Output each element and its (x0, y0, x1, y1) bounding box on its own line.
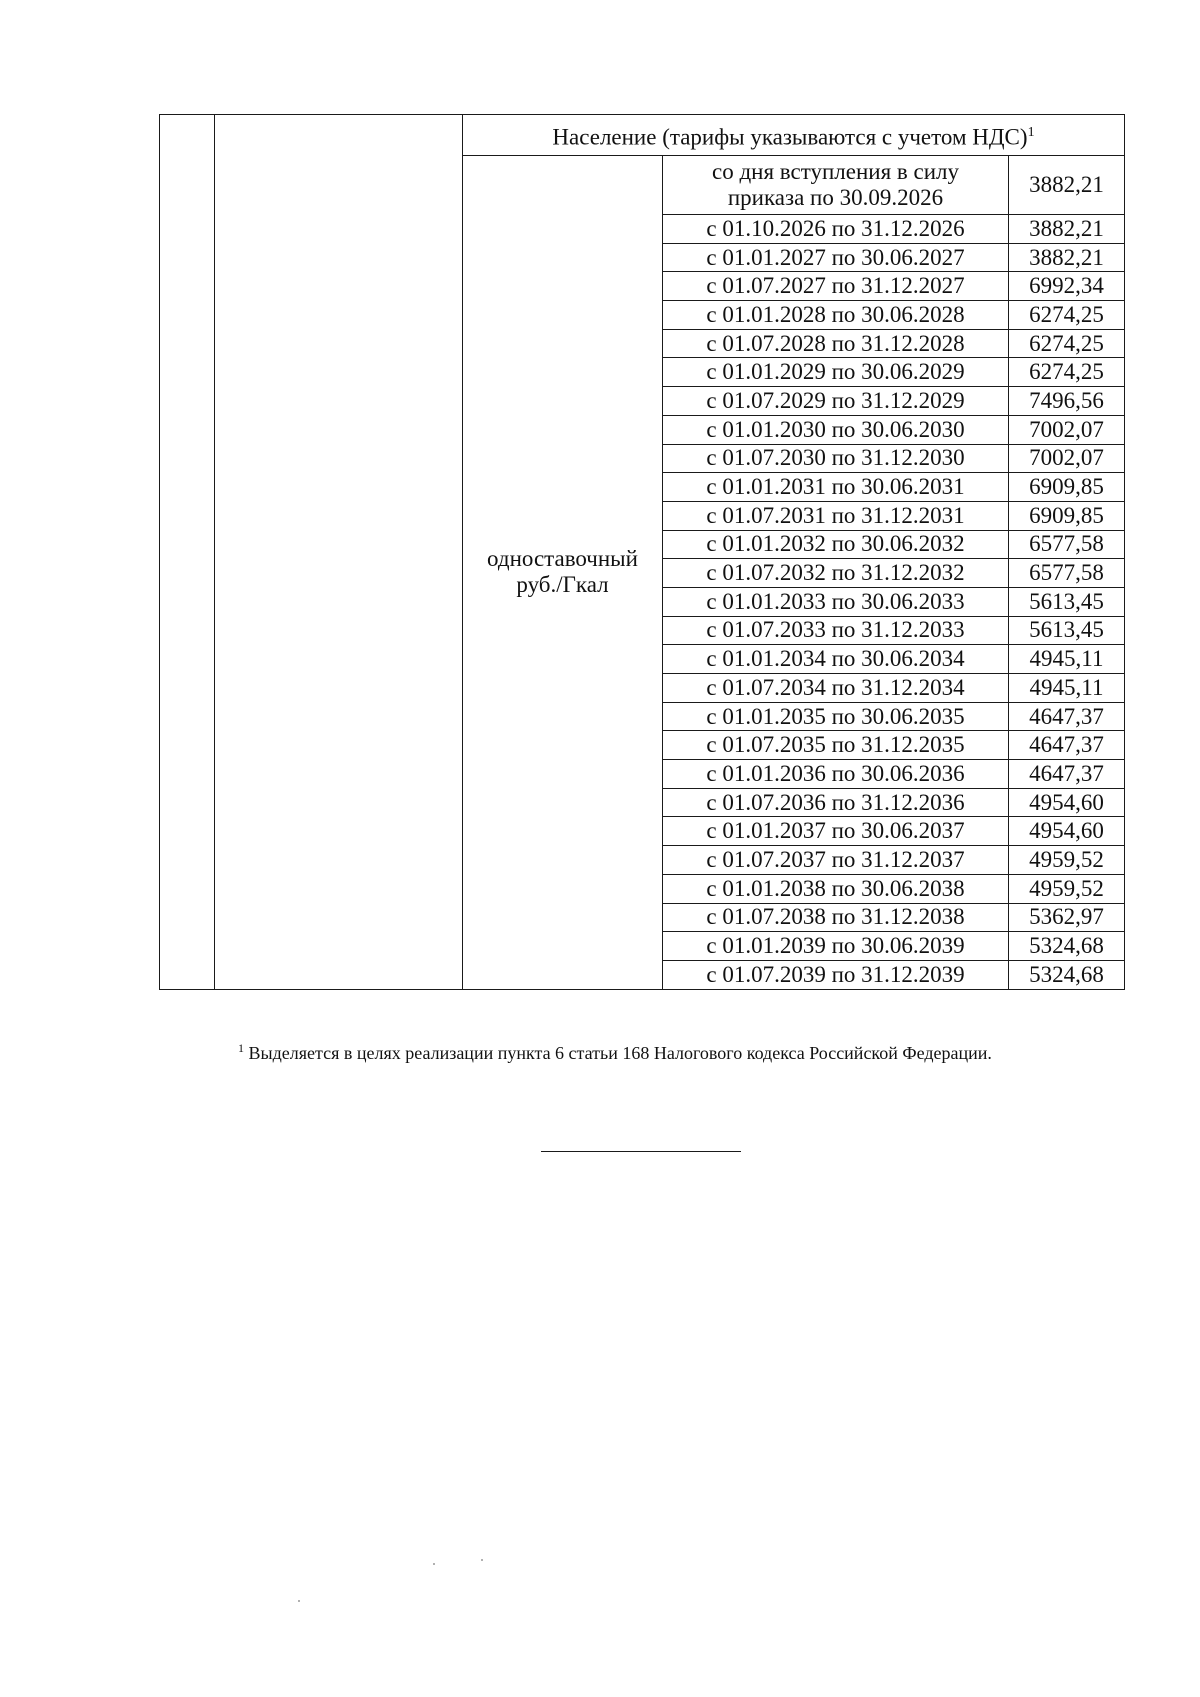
header-row (160, 115, 1125, 156)
tariff-value-cell: 4959,52 (1009, 874, 1125, 903)
rate-type-label: одноставочный (487, 546, 638, 572)
period-cell: с 01.01.2036 по 30.06.2036 (663, 760, 1009, 789)
tariff-value-cell: 4945,11 (1009, 674, 1125, 703)
end-of-document-rule (541, 1151, 741, 1152)
tariff-value-cell: 6274,25 (1009, 358, 1125, 387)
tariff-value-cell: 6274,25 (1009, 301, 1125, 330)
tariff-value-cell: 6909,85 (1009, 473, 1125, 502)
period-cell: с 01.07.2036 по 31.12.2036 (663, 788, 1009, 817)
footnote-text: Выделяется в целях реализации пункта 6 статьи 168 Налогового кодекса Российской Федерации. (248, 1043, 992, 1063)
empty-column-1 (160, 115, 215, 990)
tariff-value-cell: 6992,34 (1009, 272, 1125, 301)
period-cell: с 01.07.2029 по 31.12.2029 (663, 387, 1009, 416)
period-cell: с 01.01.2030 по 30.06.2030 (663, 415, 1009, 444)
tariff-value-cell: 3882,21 (1009, 156, 1125, 215)
period-cell: с 01.07.2031 по 31.12.2031 (663, 501, 1009, 530)
period-cell: с 01.01.2029 по 30.06.2029 (663, 358, 1009, 387)
period-cell: с 01.01.2038 по 30.06.2038 (663, 874, 1009, 903)
consumer-group-header (463, 115, 1125, 156)
footnote (238, 1041, 1138, 1064)
period-cell: с 01.07.2027 по 31.12.2027 (663, 272, 1009, 301)
tariff-table (159, 114, 1125, 990)
period-cell: с 01.07.2032 по 31.12.2032 (663, 559, 1009, 588)
period-cell: с 01.01.2027 по 30.06.2027 (663, 243, 1009, 272)
tariff-value-cell: 5613,45 (1009, 616, 1125, 645)
tariff-value-cell: 6577,58 (1009, 559, 1125, 588)
tariff-value-cell: 6909,85 (1009, 501, 1125, 530)
tariff-value-cell: 4647,37 (1009, 702, 1125, 731)
period-line-1: со дня вступления в силу (711, 159, 960, 184)
period-cell: с 01.01.2031 по 30.06.2031 (663, 473, 1009, 502)
period-cell: с 01.07.2037 по 31.12.2037 (663, 846, 1009, 875)
period-cell: с 01.10.2026 по 31.12.2026 (663, 215, 1009, 244)
tariff-value-cell: 7002,07 (1009, 415, 1125, 444)
rate-type-cell (463, 156, 663, 990)
period-cell: с 01.01.2032 по 30.06.2032 (663, 530, 1009, 559)
unit-label: руб./Гкал (516, 572, 609, 598)
tariff-value-cell: 5324,68 (1009, 960, 1125, 989)
scan-speck (433, 1563, 435, 1565)
tariff-value-cell: 4959,52 (1009, 846, 1125, 875)
tariff-value-cell: 6577,58 (1009, 530, 1125, 559)
period-cell: с 01.07.2039 по 31.12.2039 (663, 960, 1009, 989)
tariff-value-cell: 5613,45 (1009, 587, 1125, 616)
period-cell: с 01.01.2035 по 30.06.2035 (663, 702, 1009, 731)
period-cell: с 01.07.2034 по 31.12.2034 (663, 674, 1009, 703)
footnote-mark: 1 (238, 1041, 244, 1055)
period-cell: с 01.01.2033 по 30.06.2033 (663, 587, 1009, 616)
tariff-value-cell: 6274,25 (1009, 329, 1125, 358)
tariff-value-cell: 4954,60 (1009, 788, 1125, 817)
period-cell (663, 156, 1009, 215)
tariff-value-cell: 4945,11 (1009, 645, 1125, 674)
period-line-2: приказа по 30.09.2026 (727, 185, 944, 210)
period-cell: с 01.01.2028 по 30.06.2028 (663, 301, 1009, 330)
header-footnote-mark: 1 (1027, 124, 1035, 140)
header-text: Население (тарифы указываются с учетом НДС) (552, 124, 1028, 150)
period-cell: с 01.01.2037 по 30.06.2037 (663, 817, 1009, 846)
tariff-value-cell: 4647,37 (1009, 731, 1125, 760)
period-cell: с 01.01.2034 по 30.06.2034 (663, 645, 1009, 674)
tariff-value-cell: 4954,60 (1009, 817, 1125, 846)
scan-speck (481, 1559, 483, 1561)
period-cell: с 01.07.2038 по 31.12.2038 (663, 903, 1009, 932)
period-cell: с 01.07.2030 по 31.12.2030 (663, 444, 1009, 473)
period-cell: с 01.07.2035 по 31.12.2035 (663, 731, 1009, 760)
tariff-value-cell: 5362,97 (1009, 903, 1125, 932)
period-cell: с 01.01.2039 по 30.06.2039 (663, 932, 1009, 961)
tariff-value-cell: 7002,07 (1009, 444, 1125, 473)
tariff-value-cell: 4647,37 (1009, 760, 1125, 789)
tariff-value-cell: 7496,56 (1009, 387, 1125, 416)
period-cell: с 01.07.2033 по 31.12.2033 (663, 616, 1009, 645)
tariff-value-cell: 3882,21 (1009, 243, 1125, 272)
empty-column-2 (215, 115, 463, 990)
period-cell: с 01.07.2028 по 31.12.2028 (663, 329, 1009, 358)
tariff-value-cell: 5324,68 (1009, 932, 1125, 961)
scan-speck (298, 1600, 300, 1602)
tariff-value-cell: 3882,21 (1009, 215, 1125, 244)
